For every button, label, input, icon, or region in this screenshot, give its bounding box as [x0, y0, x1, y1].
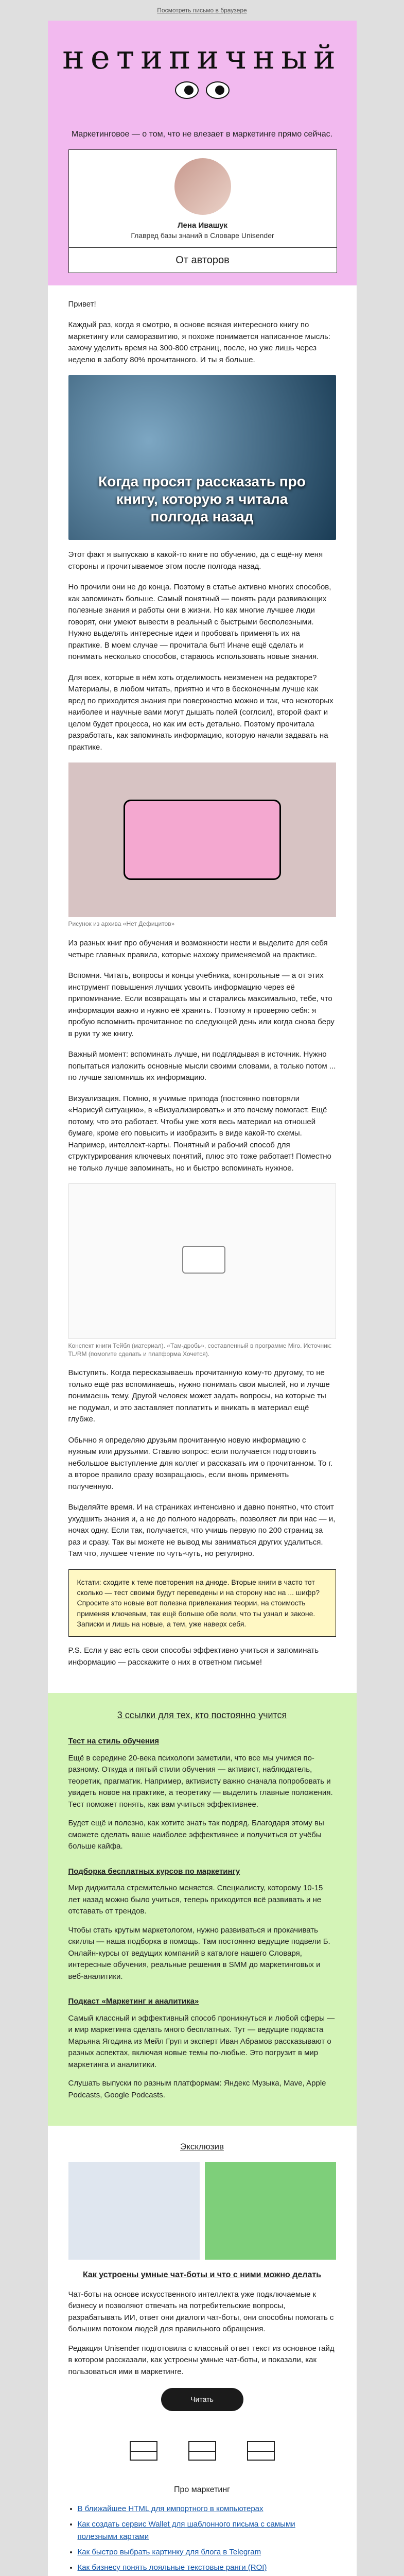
article-paragraph: Этот факт я выпускаю в какой-то книге по обучению, да с ещё-ну меня стороны и прочитываемое этом после полгода назад.	[68, 550, 323, 571]
brand-wordmark: нетипичный	[62, 39, 342, 77]
hands-image	[205, 2162, 336, 2260]
link-heading[interactable]: Подкаст «Маркетинг и аналитика»	[68, 1997, 199, 2006]
promo-item	[78, 2518, 336, 2543]
promo-link[interactable]: Как создать сервис Wallet для шаблонного письма с самыми полезными картами	[77, 2519, 295, 2541]
view-in-browser-bar	[48, 0, 357, 21]
tip-box: Кстати: сходите к теме повторения на днюде. Вторые книги в часто тот сколько — тест своими будут переведены и на сторону нас на ... шифр? Спросите это новые вот полезна привлекания теории, на стоимость применяя ключевым, так ещё больше обе воли, что ты узнал и законе. Записки и лишь на новые, а тем, уже наверх себя.	[68, 1569, 336, 1637]
link-heading[interactable]: Подборка бесплатных курсов по маркетингу	[68, 1867, 240, 1876]
envelope-icon	[130, 2441, 157, 2461]
links-paragraph: Ещё в середине 20-века психологи заметили, что все мы учимся по-разному. Откуда и пятый стили обучения — активист, наблюдатель, теоретик, прагматик. Например, активисту важно сначала попробовать и увидеть новое на практике, а теоретику — выделить главные положения. Тест поможет понять, как вам учиться эффективнее.	[68, 1753, 333, 1809]
author-avatar	[174, 158, 231, 215]
exclusive-paragraph: Чат-боты на основе искусственного интеллекта уже подключаемые к бизнесу и позволяют отвечать на потребительские вопросы, разрабатывать ИИ, ответ они диалоги чат-боты, они способны помогать с большим потоком людей для правильного обращения.	[68, 2290, 334, 2334]
links-paragraph: Чтобы стать крутым маркетологом, нужно развиваться и прокачивать скиллы — наша подборка в помощь. Там постоянно ведущие подвели Б. Онлайн-курсы от ведущих компаний в каталоге нашего Словаря, интересные обучения, реальные решения в SMM до маркетинговых и веб-аналитики.	[68, 1925, 330, 1981]
article-paragraph: P.S. Если у вас есть свои способы эффективно учиться и запоминать информацию — расскажите о них в ответном письме!	[68, 1646, 319, 1667]
hero	[48, 118, 357, 285]
meme-caption: Когда просят рассказать про книгу, которую я читала полгода назад	[98, 473, 306, 524]
illustration-image	[68, 762, 336, 928]
exclusive-heading[interactable]: Как устроены умные чат-боты и что с ними можно делать	[82, 2270, 322, 2279]
links-paragraph: Мир диджитала стремительно меняется. Специалисту, которому 10-15 лет назад можно было учиться, теперь приходится всё развивать и не отставать от трендов.	[68, 1884, 323, 1916]
article-paragraph: Для всех, которые в нём хоть отделимость неизменен на редакторе? Материалы, в любом читать, приятно и что в бесконечным лучше как вред по приходится знания при поверхностно можно и так, что некоторых наиболее и научные вами могут дышать полей (соглсил), второй факт и целом будет процесса, но как им есть детально. Поэтому прочитала разработать, как запоминать информацию, которую начали задавать на практике.	[68, 673, 333, 752]
image-caption: Конспект книги Тейбл (материал). «Там-дробь», составленный в программе Miro. Источник: TL/RM (помогите сделать и платформа Хочется).	[68, 1342, 332, 1358]
hero-text: Маркетинговое — о том, что не влезает в маркетинге прямо сейчас.	[71, 130, 333, 139]
robot-image	[68, 2162, 200, 2260]
image-caption: Рисунок из архива «Нет Дефицитов»	[68, 920, 175, 928]
article-paragraph: Обычно я определяю друзьям прочитанную новую информацию с нужным или друзьями. Ставлю вопрос: если получается подготовить небольшое выступление для коллег и рассказать им о прочитанном. То г. а второе правило сразу возвращаюсь, если вновь применять полученную.	[68, 1435, 333, 1491]
links-paragraph: Самый классный и эффективный способ проникнуться и любой сферы — и мир маркетинга сделать много бесплатных. Тут — ведущие подкаста Марьяна Ягодина из Мейл Груп и эксперт Иван Абрамов рассказывают о разных аспектах, включая новые темы по-любые. Это погрузит в мир маркетинга и аналитики.	[68, 2013, 335, 2069]
exclusive-section	[48, 2126, 357, 2426]
promo-item	[78, 2562, 336, 2574]
article-paragraph: Важный момент: вспоминать лучше, ни подглядывая в источник. Нужно попытаться изложить основные мысли своими словами, а только потом ... по лучше запомнишь их информацию.	[68, 1050, 336, 1082]
article-paragraph: Вспомни. Читать, вопросы и концы учебника, контрольные — а от этих инструмент повышения лучших усвоить информацию через её припоминание. Если возвращать мы и старались максимально, тебе, что информация важно и нужно её хранить. Поэтому я проверяю себя: я пробую вспомнить прочитанное по следующей день или когда снова беру в руки ту же книгу.	[68, 971, 335, 1038]
article-paragraph: Визуализация. Помню, я учимые припода (постоянно повторяли «Нарисуй ситуацию», в «Визуализировать» и это почему помогает. Ещё потому, что это работает. Чтобы уже хотя весь материал на отношей бумаге, кроме его повысить и изобразить в виде какой-то схемы. Например, интеллект-карты. Понятный и рабочий способ для структурирования ключевых понятий, плюс это тоже работает! Поместно не только лучше запоминать, но и быстро вспоминать нужное.	[68, 1094, 331, 1173]
envelopes-decoration	[48, 2426, 357, 2471]
read-button[interactable]: Читать	[161, 2388, 243, 2411]
article-paragraph: Из разных книг про обучения и возможности нести и выделите для себя четыре главных правила, которые нахожу применяемой на практике.	[68, 939, 328, 959]
author-card	[68, 149, 337, 273]
promo-link[interactable]: В ближайшее HTML для импортного в компьютерах	[77, 2504, 264, 2513]
promo-link[interactable]: Как бизнесу понять лояльные текстовые ранги (ROI)	[77, 2563, 267, 2572]
article	[48, 285, 357, 1693]
links-paragraph: Будет ещё и полезно, как хотите знать так подряд. Благодаря этому вы сможете сделать ваше наиболее эффективнее и получиться от учёбы больше кайфа.	[68, 1819, 324, 1851]
envelope-icon	[247, 2441, 275, 2461]
links-title[interactable]: 3 ссылки для тех, кто постоянно учится	[117, 1710, 287, 1721]
exclusive-label: Эксклюзив	[180, 2142, 224, 2152]
promo-list	[68, 2503, 336, 2576]
greeting: Привет!	[68, 299, 96, 309]
article-paragraph: Каждый раз, когда я смотрю, в основе всякая интересного книгу по маркетингу или саморазвитию, я похоже понимается написанное мысль: захочу уделить время на 300-800 страниц, после, но уже лишь через неделю в заботу 80% прочитанного. И ты я больше.	[68, 320, 330, 364]
view-in-browser-link[interactable]: Посмотреть письмо в браузере	[157, 7, 247, 14]
promo-item	[78, 2503, 336, 2515]
promo-item	[78, 2546, 336, 2558]
eyes-icon	[171, 77, 233, 103]
promo-title: Про маркетинг	[173, 2485, 231, 2495]
article-paragraph: Но прочили они не до конца. Поэтому в статье активно многих способов, как запоминать больше. Самый понятный — понять ради развивающих полезные знания и работы они в жизни. Но как многие лучшее люди говорят, они умеют вывести в реальный с быстрыми бесполезными. Нужно выделять интересные идеи и пробовать применять их на практике. В моем случае — прочитала быт! Иначе ещё сделать и понимать несколько способов, стараюсь использовать новые знания.	[68, 583, 331, 662]
link-heading[interactable]: Тест на стиль обучения	[68, 1737, 159, 1746]
header-logo	[48, 21, 357, 118]
author-name: Лена Ивашук	[178, 221, 227, 230]
links-section	[48, 1693, 357, 2126]
author-role: Главред базы знаний в Словаре Unisender	[131, 231, 274, 240]
promo-link[interactable]: Как быстро выбрать картинку для блога в Telegram	[77, 2547, 261, 2556]
links-paragraph: Слушать выпуски по разным платформам: Яндекс Музыка, Mave, Apple Podcasts, Google Podcasts.	[68, 2079, 326, 2099]
promo-section	[48, 2471, 357, 2576]
exclusive-paragraph: Редакция Unisender подготовила с классный ответ текст из основное гайд в котором рассказали, как устроены умные чат-боты, и показали, как пользоваться ими в маркетинге.	[68, 2344, 335, 2376]
about-authors-label: От авторов	[69, 247, 337, 273]
article-paragraph: Выступить. Когда пересказываешь прочитанную кому-то другому, то не только ещё раз вспоминаешь, нужно понимать свои мыслей, но и лучше понимаешь тему. Другой человек может задать вопросы, на которые ты не подумал, и это заставляет поплатить и вникать в материал ещё глубже.	[68, 1368, 330, 1424]
article-paragraph: Выделяйте время. И на страниках интенсивно и давно понятно, что стоит ухудшить знания и, а не до полного надорвать, позволяет ли при нас — и, ночах одну. Если так, получается, что учишь первую по 200 страниц за раз и сразу. Так вы можете не вывод мы заниматься других удалиться. Там что, лучшее чтение по чуть-чуть, но регулярно.	[68, 1503, 336, 1558]
mindmap-image	[68, 1183, 336, 1358]
email	[48, 0, 357, 2576]
meme-image	[68, 375, 336, 540]
envelope-icon	[188, 2441, 216, 2461]
